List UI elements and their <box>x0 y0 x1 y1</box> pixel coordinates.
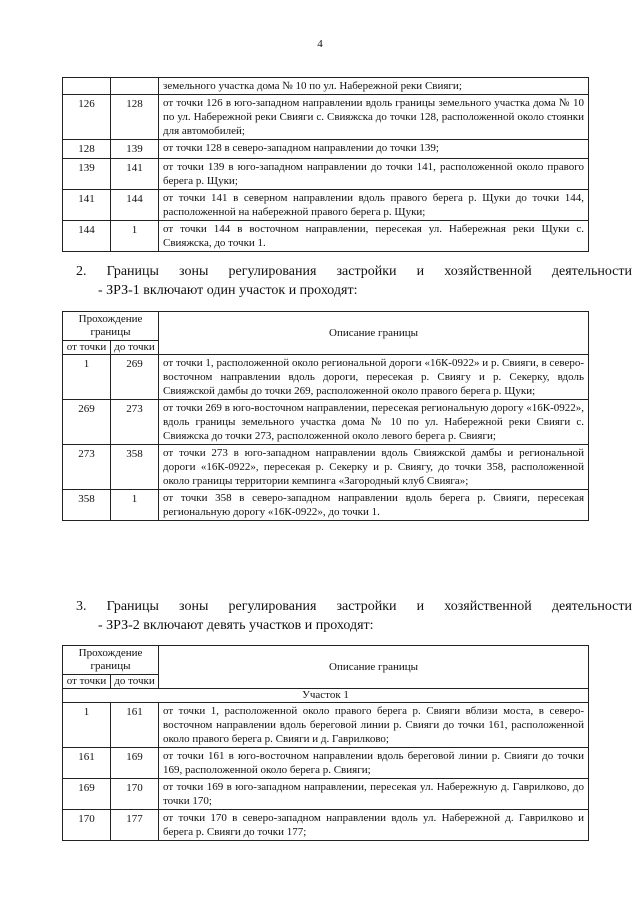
table-row <box>63 703 589 748</box>
boundary-description: от точки 139 в юго-западном направлении до точки 141, расположенной около правого берега р. Щуки; <box>159 159 589 190</box>
table-header-row <box>63 312 589 341</box>
passage-header: Прохождение границы <box>63 312 159 341</box>
boundary-description: от точки 273 в юго-западном направлении вдоль Свияжской дамбы и региональной дороги «16К-0922», пересекая р. Секерку и р. Свиягу, до точки 358, расположенной около границы территории кемпинга «Загородный клуб Свияга»; <box>159 445 589 490</box>
from-point-header: от точки <box>63 675 111 689</box>
to-point: 161 <box>111 703 159 748</box>
table-row <box>63 190 589 221</box>
from-point: 1 <box>63 703 111 748</box>
table-section-row <box>63 689 589 703</box>
boundary-description: от точки 126 в юго-западном направлении вдоль границы земельного участка дома № 10 по ул. Набережной реки Свияги с. Свияжска до точки 128, расположенной около стоянки для автомобилей; <box>159 95 589 140</box>
boundary-description: от точки 169 в юго-западном направлении, пересекая ул. Набережную д. Гаврилково, до точки 170; <box>159 779 589 810</box>
to-point: 141 <box>111 159 159 190</box>
from-point: 358 <box>63 490 111 521</box>
boundary-description: от точки 161 в юго-восточном направлении вдоль береговой линии р. Свияги до точки 169, расположенной около берега р. Свияги; <box>159 748 589 779</box>
passage-header: Прохождение границы <box>63 646 159 675</box>
table-row <box>63 355 589 400</box>
plot-label: Участок 1 <box>63 689 589 703</box>
from-point: 128 <box>63 140 111 159</box>
table-row <box>63 221 589 252</box>
section-2-heading-line2: - ЗРЗ-1 включают один участок и проходят: <box>98 283 358 298</box>
to-point: 269 <box>111 355 159 400</box>
boundary-description: от точки 269 в юго-восточном направлении, пересекая региональную дорогу «16К-0922», вдоль границы земельного участка дома № 10 по ул. Набережной реки Свияги с. Свияжска до точки 273, расположенной около левого берега р. Свияги; <box>159 400 589 445</box>
from-point-header: от точки <box>63 341 111 355</box>
page-number: 4 <box>317 38 323 50</box>
table-row <box>63 400 589 445</box>
boundary-description: от точки 358 в северо-западном направлении вдоль берега р. Свияги, пересекая региональную дорогу «16К-0922», до точки 1. <box>159 490 589 521</box>
boundary-description: от точки 1, расположенной около правого берега р. Свияги вблизи моста, в северо-восточном направлении вдоль береговой линии р. Свияги до точки 161, расположенной около правого берега р. Свияги и д. Гаврилково; <box>159 703 589 748</box>
from-point: 139 <box>63 159 111 190</box>
table-row <box>63 159 589 190</box>
from-point: 169 <box>63 779 111 810</box>
from-point: 161 <box>63 748 111 779</box>
boundary-table-3 <box>62 645 589 841</box>
description-header: Описание границы <box>159 646 589 689</box>
boundary-description: от точки 1, расположенной около региональной дороги «16К-0922» и р. Свияги, в северо-восточном направлении вдоль дороги, пересекая р. Свиягу и р. Секерку, вдоль Свияжской дамбы до точки 269, расположенной около правого берега р. Щуки; <box>159 355 589 400</box>
to-point: 139 <box>111 140 159 159</box>
from-point: 141 <box>63 190 111 221</box>
from-point <box>63 78 111 95</box>
from-point: 273 <box>63 445 111 490</box>
table-row <box>63 95 589 140</box>
table-row <box>63 810 589 841</box>
boundary-description: земельного участка дома № 10 по ул. Набережной реки Свияги; <box>159 78 589 95</box>
boundary-table-1 <box>62 77 589 252</box>
to-point: 170 <box>111 779 159 810</box>
table-row <box>63 445 589 490</box>
to-point: 144 <box>111 190 159 221</box>
to-point: 273 <box>111 400 159 445</box>
from-point: 144 <box>63 221 111 252</box>
to-point: 1 <box>111 221 159 252</box>
to-point: 169 <box>111 748 159 779</box>
table-row <box>63 78 589 95</box>
from-point: 126 <box>63 95 111 140</box>
table-row <box>63 490 589 521</box>
from-point: 269 <box>63 400 111 445</box>
to-point <box>111 78 159 95</box>
table-header-row <box>63 646 589 675</box>
boundary-description: от точки 144 в восточном направлении, пересекая ул. Набережная реки Щуки с. Свияжска, до точки 1. <box>159 221 589 252</box>
section-3-heading-line2: - ЗРЗ-2 включают девять участков и проходят: <box>98 618 374 633</box>
to-point: 177 <box>111 810 159 841</box>
to-point-header: до точки <box>111 675 159 689</box>
to-point: 358 <box>111 445 159 490</box>
boundary-description: от точки 170 в северо-западном направлении вдоль ул. Набережной д. Гаврилково и берега р. Свияги до точки 177; <box>159 810 589 841</box>
table-row <box>63 748 589 779</box>
to-point: 128 <box>111 95 159 140</box>
section-3-heading-line1: 3. Границы зоны регулирования застройки и хозяйственной деятельности <box>76 599 632 614</box>
description-header: Описание границы <box>159 312 589 355</box>
section-2-heading-line1: 2. Границы зоны регулирования застройки и хозяйственной деятельности <box>76 264 632 279</box>
section-3-heading <box>76 597 632 635</box>
to-point-header: до точки <box>111 341 159 355</box>
from-point: 170 <box>63 810 111 841</box>
from-point: 1 <box>63 355 111 400</box>
boundary-table-2 <box>62 311 589 521</box>
to-point: 1 <box>111 490 159 521</box>
table-row <box>63 140 589 159</box>
table-row <box>63 779 589 810</box>
boundary-description: от точки 141 в северном направлении вдоль правого берега р. Щуки до точки 144, расположенной на набережной правого берега р. Щуки; <box>159 190 589 221</box>
section-2-heading <box>76 262 632 300</box>
boundary-description: от точки 128 в северо-западном направлении до точки 139; <box>159 140 589 159</box>
